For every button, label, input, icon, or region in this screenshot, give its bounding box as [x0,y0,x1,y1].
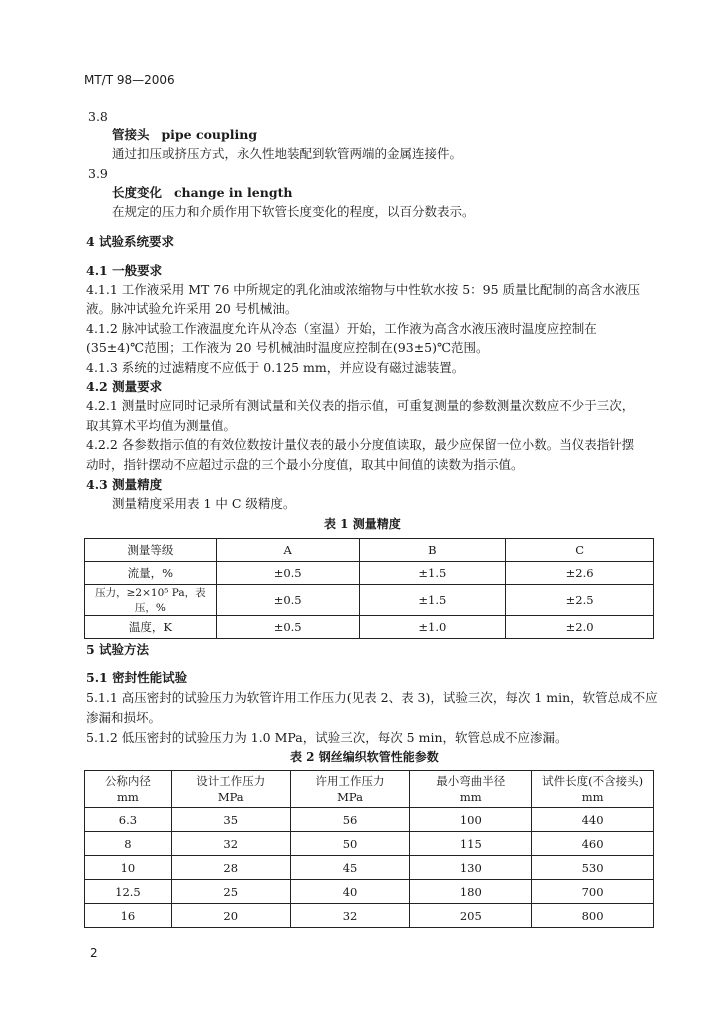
table-header-cell: 设计工作压力 MPa [171,771,290,808]
clause-number: 3.9 [88,166,108,181]
table-row [85,808,654,832]
table-cell: 16 [85,904,172,928]
term-definition: 在规定的压力和介质作用下软管长度变化的程度，以百分数表示。 [112,204,475,219]
table-header-cell: A [216,539,359,562]
table-row [85,562,654,585]
table-cell: 32 [171,832,290,856]
table-cell: 25 [171,880,290,904]
page-number: 2 [90,946,98,960]
section-heading: 4 试验系统要求 [86,234,175,249]
table-measurement-accuracy [84,538,654,639]
table-cell: ±2.6 [506,562,654,585]
table-cell: ±0.5 [216,616,359,639]
table-header-cell: 公称内径 mm [85,771,172,808]
term-zh: 管接头 [112,127,150,142]
section-heading: 5 试验方法 [86,642,150,657]
paragraph-line: 渗漏和损坏。 [86,710,162,725]
table-cell: 180 [410,880,532,904]
table-cell: 40 [290,880,410,904]
table-row [85,616,654,639]
paragraph-line: 4.2.1 测量时应同时记录所有测试量和关仪表的指示值，可重复测量的参数测量次数应不少于三次， [86,398,635,413]
table-cell: ±2.5 [506,585,654,616]
table-cell: 28 [171,856,290,880]
table-cell: 800 [532,904,654,928]
clause-number: 3.8 [88,109,108,124]
term-line [112,127,257,143]
table-cell: ±1.5 [359,585,506,616]
subsection-heading: 4.2 测量要求 [86,379,163,394]
table-header-cell: 许用工作压力 MPa [290,771,410,808]
table-header-row [85,771,654,808]
table-row [85,585,654,616]
table-cell: 20 [171,904,290,928]
table-row [85,880,654,904]
term-en: change in length [173,185,293,200]
table-cell: 530 [532,856,654,880]
table-cell: 440 [532,808,654,832]
paragraph-line: 取其算术平均值为测量值。 [86,418,237,433]
table-hose-parameters [84,770,654,928]
table-caption: 表 2 钢丝编织软管性能参数 [290,750,439,764]
table-cell: 温度，K [85,616,217,639]
table-cell: 205 [410,904,532,928]
paragraph-line: 液。脉冲试验允许采用 20 号机械油。 [86,301,298,316]
term-line [112,185,292,201]
paragraph-line: 动时，指针摆动不应超过示盘的三个最小分度值，取其中间值的读数为指示值。 [86,457,524,472]
table-cell: 10 [85,856,172,880]
paragraph-line: 测量精度采用表 1 中 C 级精度。 [112,496,296,511]
table-cell: 8 [85,832,172,856]
subsection-heading: 4.3 测量精度 [86,477,163,492]
paragraph-line: 4.1.3 系统的过滤精度不应低于 0.125 mm，并应设有磁过滤装置。 [86,360,465,375]
table-cell: 12.5 [85,880,172,904]
table-cell: 56 [290,808,410,832]
table-cell: 流量，% [85,562,217,585]
subsection-heading: 4.1 一般要求 [86,263,163,278]
term-definition: 通过扣压或挤压方式，永久性地装配到软管两端的金属连接件。 [112,146,463,161]
table-header-cell: 试件长度(不含接头) mm [532,771,654,808]
table-header-cell: 最小弯曲半径 mm [410,771,532,808]
table-cell: 35 [171,808,290,832]
table-caption: 表 1 测量精度 [324,517,401,531]
paragraph-line: 5.1.2 低压密封的试验压力为 1.0 MPa，试验三次，每次 5 min，软管总成不应渗漏。 [86,730,568,745]
paragraph-line: (35±4)℃范围；工作液为 20 号机械油时温度应控制在(93±5)℃范围。 [86,340,489,355]
table-cell: 45 [290,856,410,880]
table-cell: ±0.5 [216,585,359,616]
table-cell: 压力，≥2×10⁵ Pa，表压，% [85,585,217,616]
table-cell: 32 [290,904,410,928]
table-header-row [85,539,654,562]
table-header-cell: B [359,539,506,562]
table-row [85,832,654,856]
table-cell: ±0.5 [216,562,359,585]
table-cell: 460 [532,832,654,856]
table-row [85,904,654,928]
table-cell: ±1.0 [359,616,506,639]
table-header-cell: C [506,539,654,562]
paragraph-line: 4.2.2 各参数指示值的有效位数按计量仪表的最小分度值读取，最少应保留一位小数。当仪表指针摆 [86,437,635,452]
term-zh: 长度变化 [112,185,163,200]
paragraph-line: 4.1.1 工作液采用 MT 76 中所规定的乳化油或浓缩物与中性软水按 5：95 质量比配制的高含水液压 [86,282,641,297]
table-cell: 6.3 [85,808,172,832]
subsection-heading: 5.1 密封性能试验 [86,670,188,685]
paragraph-line: 4.1.2 脉冲试验工作液温度允许从冷态（室温）开始，工作液为高含水液压液时温度应控制在 [86,321,597,336]
table-header-cell: 测量等级 [85,539,217,562]
table-cell: 130 [410,856,532,880]
table-cell: 115 [410,832,532,856]
table-cell: 100 [410,808,532,832]
table-row [85,856,654,880]
table-cell: ±1.5 [359,562,506,585]
paragraph-line: 5.1.1 高压密封的试验压力为软管许用工作压力(见表 2、表 3)，试验三次，每次 1 min，软管总成不应 [86,690,658,705]
table-cell: 700 [532,880,654,904]
term-en: pipe coupling [161,127,258,142]
table-cell: 50 [290,832,410,856]
header-standard-code: MT/T 98—2006 [84,73,175,87]
table-cell: ±2.0 [506,616,654,639]
